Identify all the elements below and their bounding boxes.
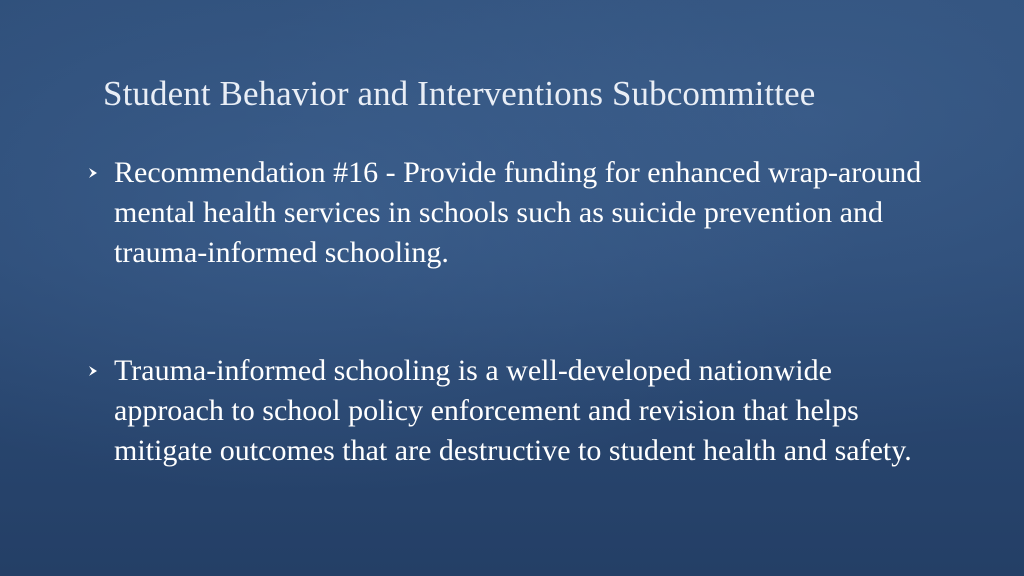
slide-title: Student Behavior and Interventions Subcommittee bbox=[103, 74, 816, 113]
bullet-list bbox=[86, 153, 946, 471]
arrowhead-bullet-icon bbox=[86, 166, 100, 180]
bullet-item bbox=[86, 351, 946, 471]
bullet-text: Trauma-informed schooling is a well-developed nationwide approach to school policy enforcement and revision that helps mitigate outcomes that are destructive to student health and safety. bbox=[114, 354, 912, 467]
bullet-text: Recommendation #16 - Provide funding for enhanced wrap-around mental health services in schools such as suicide prevention and trauma-informed schooling. bbox=[114, 156, 922, 269]
arrowhead-bullet-icon bbox=[86, 364, 100, 378]
bullet-item bbox=[86, 153, 946, 273]
